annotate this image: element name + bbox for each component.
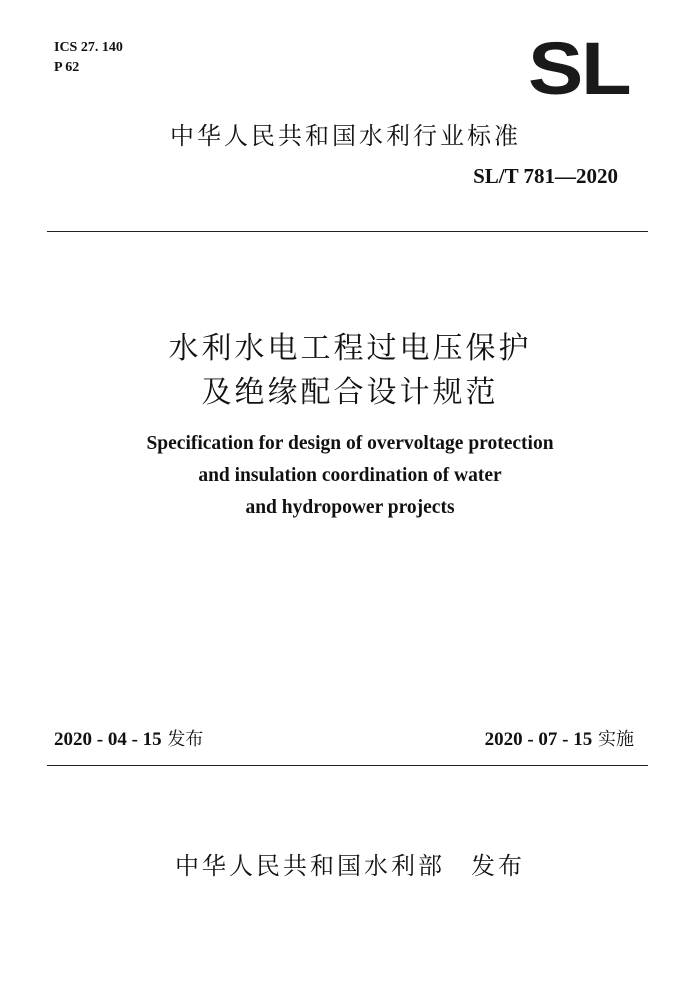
- ics-code: ICS 27. 140: [54, 40, 123, 55]
- standard-category: 中华人民共和国水利行业标准: [170, 122, 521, 150]
- bottom-divider: [47, 765, 648, 766]
- title-cn-line-1: 水利水电工程过电压保护: [168, 331, 532, 366]
- title-en-line-1: Specification for design of overvoltage protection: [146, 433, 554, 454]
- implement-date: [485, 725, 634, 751]
- classification-codes: [54, 38, 123, 78]
- publisher-action: 发布: [471, 852, 525, 880]
- implement-date-value: 2020 - 07 - 15: [484, 729, 593, 750]
- title-en-line-2: and insulation coordination of water: [198, 465, 502, 486]
- sl-logo: SL: [528, 27, 630, 110]
- issue-label: 发布: [167, 729, 204, 750]
- issue-date: [54, 725, 203, 751]
- title-en: [0, 428, 700, 524]
- ccs-code: P 62: [54, 60, 80, 75]
- publisher-name: 中华人民共和国水利部: [175, 852, 445, 880]
- publisher: [0, 846, 700, 881]
- implement-label: 实施: [598, 729, 634, 750]
- standard-number: SL/T 781—2020: [473, 164, 618, 188]
- top-divider: [47, 231, 648, 232]
- issue-date-value: 2020 - 04 - 15: [54, 729, 162, 750]
- title-cn-line-2: 及绝缘配合设计规范: [201, 375, 499, 410]
- title-en-line-3: and hydropower projects: [245, 497, 455, 518]
